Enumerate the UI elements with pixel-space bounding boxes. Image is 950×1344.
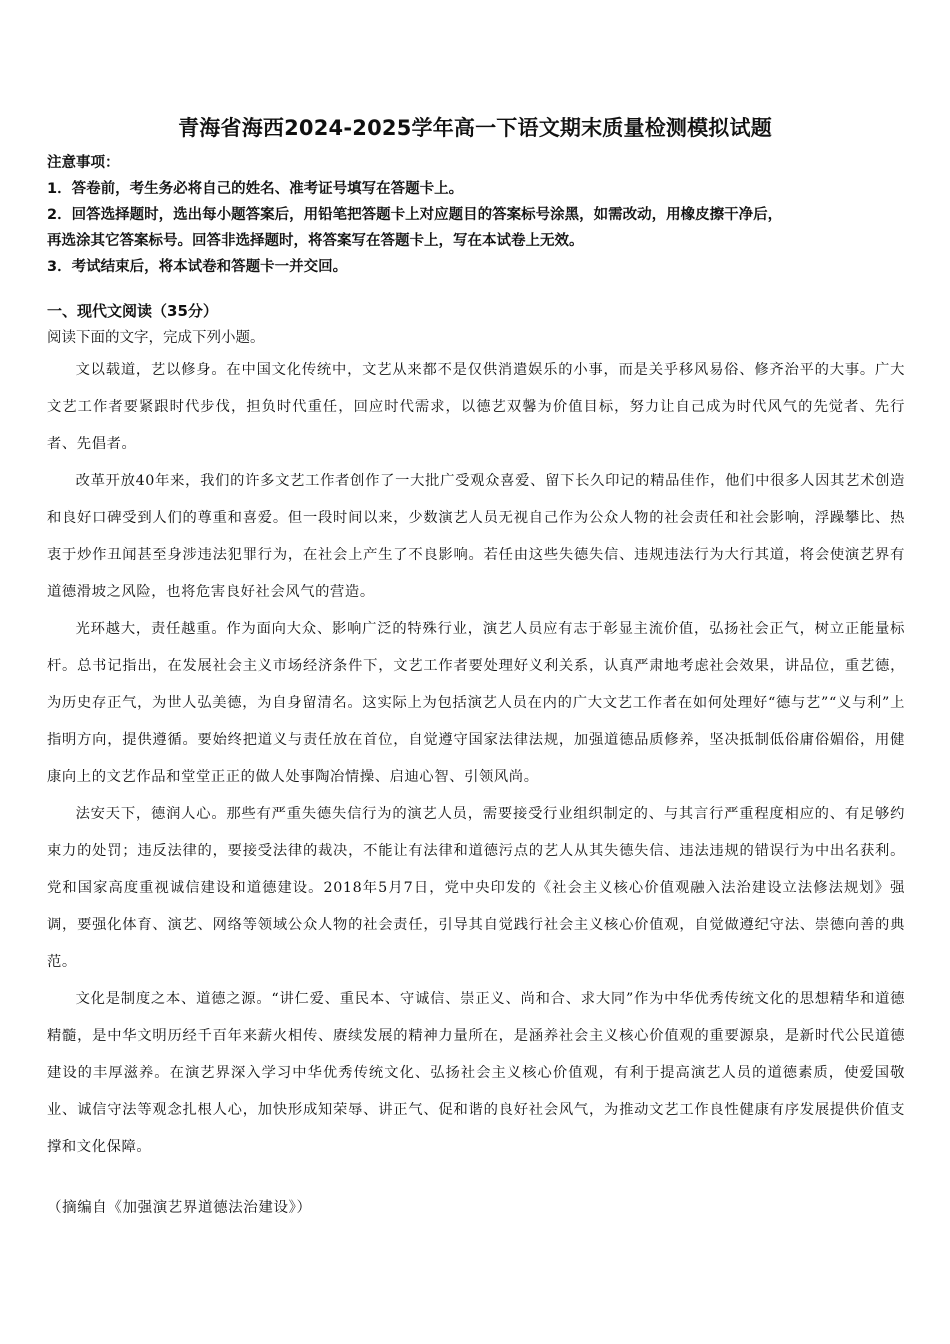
passage-paragraph: 文以载道，艺以修身。在中国文化传统中，文艺从来都不是仅供消遣娱乐的小事，而是关乎移风易俗、修齐治平的大事。广大文艺工作者要紧跟时代步伐，担负时代重任，回应时代需求，以德艺双馨为价值目标，努力让自己成为时代风气的先觉者、先行者、先倡者。: [47, 362, 905, 452]
passage-paragraph: 光环越大，责任越重。作为面向大众、影响广泛的特殊行业，演艺人员应有志于彰显主流价值，弘扬社会正气，树立正能量标杆。总书记指出，在发展社会主义市场经济条件下，文艺工作者要处理好义利关系，认真严肃地考虑社会效果，讲品位，重艺德，为历史存正气，为世人弘美德，为自身留清名。这实际上为包括演艺人员在内的广大文艺工作者在如何处理好“德与艺”“义与利”上指明方向，提供遵循。要始终把道义与责任放在首位，自觉遵守国家法律法规，加强道德品质修养，坚决抵制低俗庸俗媚俗，用健康向上的文艺作品和堂堂正正的做人处事陶冶情操、启迪心智、引领风尚。: [47, 621, 905, 785]
section-heading: 一、现代文阅读（35分）: [47, 302, 218, 320]
notice-line: 2．回答选择题时，选出每小题答案后，用铅笔把答题卡上对应题目的答案标号涂黑，如需改动，用橡皮擦干净后，: [47, 207, 783, 223]
passage-paragraph: 改革开放40年来，我们的许多文艺工作者创作了一大批广受观众喜爱、留下长久印记的精品佳作，他们中很多人因其艺术创造和良好口碑受到人们的尊重和喜爱。但一段时间以来，少数演艺人员无视自己作为公众人物的社会责任和社会影响，浮躁攀比、热衷于炒作丑闻甚至身涉违法犯罪行为，在社会上产生了不良影响。若任由这些失德失信、违规违法行为大行其道，将会使演艺界有道德滑坡之风险，也将危害良好社会风气的营造。: [47, 473, 905, 600]
passage-paragraph: 文化是制度之本、道德之源。“讲仁爱、重民本、守诚信、崇正义、尚和合、求大同”作为中华优秀传统文化的思想精华和道德精髓，是中华文明历经千百年来薪火相传、赓续发展的精神力量所在，是涵养社会主义核心价值观的重要源泉，是新时代公民道德建设的丰厚滋养。在演艺界深入学习中华优秀传统文化、弘扬社会主义核心价值观，有利于提高演艺人员的道德素质，使爱国敬业、诚信守法等观念扎根人心，加快形成知荣辱、讲正气、促和谐的良好社会风气，为推动文艺工作良性健康有序发展提供价值支撑和文化保障。: [47, 991, 905, 1155]
notice-block: [47, 150, 907, 280]
notice-line: 3．考试结束后，将本试卷和答题卡一并交回。: [47, 259, 348, 275]
reading-passage: [47, 352, 905, 1166]
notice-line: 1．答卷前，考生务必将自己的姓名、准考证号填写在答题卡上。: [47, 181, 464, 197]
notice-line: 再选涂其它答案标号。回答非选择题时，将答案写在答题卡上，写在本试卷上无效。: [47, 233, 584, 249]
passage-paragraph: 法安天下，德润人心。那些有严重失德失信行为的演艺人员，需要接受行业组织制定的、与其言行严重程度相应的、有足够约束力的处罚；违反法律的，要接受法律的裁决，不能让有法律和道德污点的艺人从其失德失信、违法违规的错误行为中出名获利。党和国家高度重视诚信建设和道德建设。2018年5月7日，党中央印发的《社会主义核心价值观融入法治建设立法修法规划》强调，要强化体育、演艺、网络等领域公众人物的社会责任，引导其自觉践行社会主义核心价值观，自觉做遵纪守法、崇德向善的典范。: [47, 806, 905, 970]
notice-heading: 注意事项：: [47, 155, 120, 171]
reading-instruction: 阅读下面的文字，完成下列小题。: [47, 330, 265, 346]
source-note: （摘编自《加强演艺界道德法治建设》）: [47, 1200, 312, 1216]
exam-title: 青海省海西2024-2025学年高一下语文期末质量检测模拟试题: [178, 116, 772, 140]
